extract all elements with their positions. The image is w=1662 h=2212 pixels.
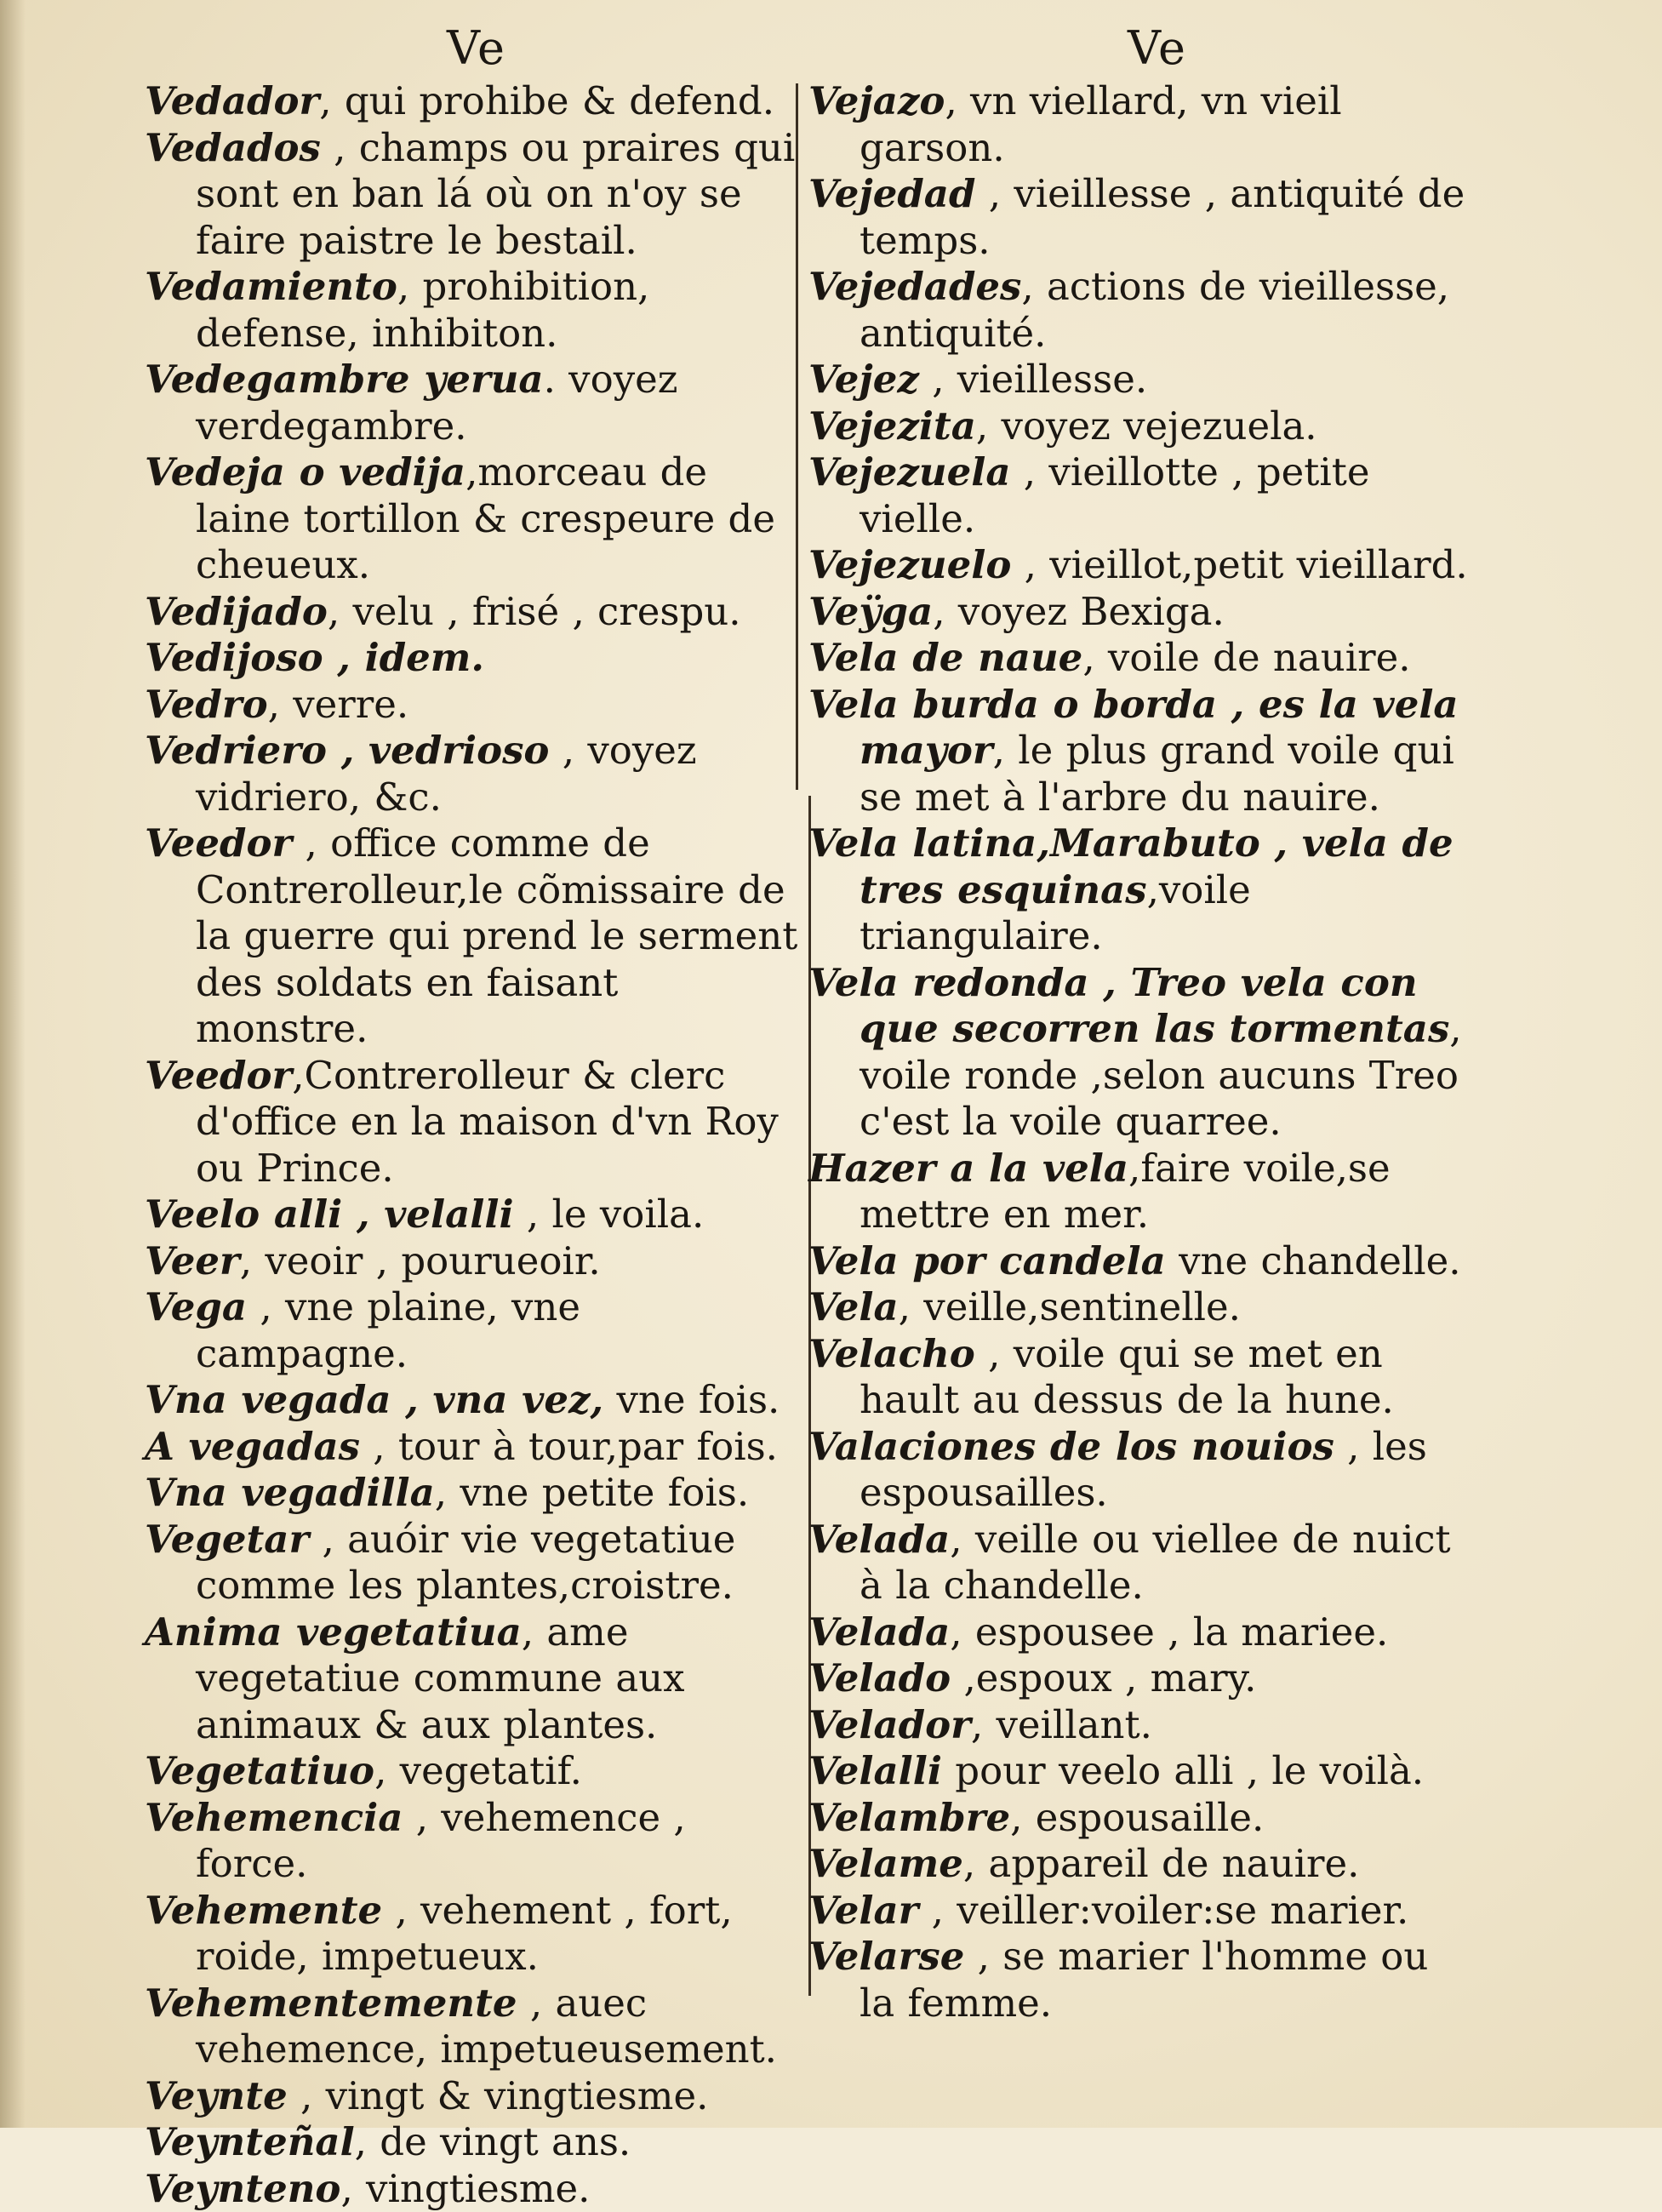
- entry-definition: , vegetatif.: [374, 1748, 582, 1793]
- dictionary-entry: [808, 1795, 1472, 1842]
- dictionary-entry: [145, 635, 800, 682]
- entry-definition: , veillant.: [971, 1702, 1152, 1747]
- entry-headword: Vna vegadilla: [145, 1470, 435, 1515]
- entry-definition: pour veelo alli , le voilà.: [942, 1748, 1424, 1793]
- entry-definition: vne fois.: [603, 1377, 780, 1422]
- entry-headword: Hazer a la vela: [808, 1146, 1128, 1191]
- entry-definition: , le plus grand voile qui se met à l'arbre du nauire.: [860, 728, 1454, 820]
- dictionary-entry: [808, 1655, 1472, 1702]
- entry-definition: ,faire voile,se mettre en mer.: [860, 1146, 1391, 1237]
- entry-definition: , vieillotte , petite vielle.: [860, 449, 1369, 541]
- entry-headword: Vedegambre yerua: [145, 357, 544, 402]
- entry-definition: , voile ronde ,selon aucuns Treo c'est la voile quarree.: [860, 1006, 1462, 1144]
- dictionary-entry: [808, 1934, 1472, 2026]
- entry-headword: Vegetatiuo: [145, 1748, 374, 1793]
- dictionary-entry: [145, 682, 800, 729]
- dictionary-entry: [145, 1888, 800, 1981]
- right-running-head: Ve: [834, 19, 1481, 78]
- dictionary-entry: [808, 589, 1472, 636]
- entry-definition: , voile de nauire.: [1082, 635, 1410, 680]
- left-column: [145, 78, 800, 2212]
- dictionary-entry: [808, 1238, 1472, 1285]
- dictionary-entry: [808, 1748, 1472, 1795]
- entry-headword: Velalli: [808, 1748, 942, 1793]
- entry-definition: , voyez Bexiga.: [933, 589, 1225, 634]
- entry-headword: Velador: [808, 1702, 971, 1747]
- entry-definition: vne chandelle.: [1166, 1238, 1461, 1283]
- dictionary-entry: [808, 542, 1472, 589]
- entry-definition: , vehement , fort, roide, impetueux.: [196, 1888, 733, 1980]
- entry-headword: Vejez: [808, 357, 919, 402]
- dictionary-entry: [145, 1377, 800, 1424]
- entry-definition: , veiller:voiler:se marier.: [918, 1888, 1408, 1933]
- entry-definition: ,Contrerolleur & clerc d'office en la maison d'vn Roy ou Prince.: [196, 1053, 779, 1191]
- entry-headword: Velada: [808, 1609, 950, 1655]
- entry-headword: Vejedad: [808, 171, 975, 216]
- dictionary-entry: [145, 2166, 800, 2212]
- entry-definition: , le voila.: [514, 1192, 705, 1237]
- dictionary-entry: [145, 1284, 800, 1377]
- entry-definition: ,morceau de laine tortillon & crespeure de cheueux.: [196, 449, 775, 587]
- entry-headword: Vela latina,Marabuto , vela de tres esquinas: [808, 820, 1454, 912]
- dictionary-entry: [145, 2119, 800, 2166]
- dictionary-entry: [808, 635, 1472, 682]
- dictionary-entry: [808, 682, 1472, 821]
- entry-definition: , actions de vieillesse, antiquité.: [860, 264, 1449, 356]
- entry-definition: , qui prohibe & defend.: [319, 78, 774, 123]
- dictionary-entry: [145, 728, 800, 820]
- entry-definition: , appareil de nauire.: [963, 1841, 1359, 1886]
- entry-headword: Velado: [808, 1655, 951, 1700]
- dictionary-entry: [145, 1517, 800, 1609]
- entry-headword: Veer: [145, 1238, 240, 1283]
- dictionary-entry: [808, 264, 1472, 357]
- entry-headword: Vedador: [145, 78, 319, 123]
- dictionary-entry: [808, 960, 1472, 1146]
- entry-definition: , auóir vie vegetatiue comme les plantes,croistre.: [196, 1517, 735, 1609]
- entry-headword: Veÿga: [808, 589, 933, 634]
- entry-definition: , voyez vejezuela.: [976, 403, 1317, 449]
- dictionary-entry: [808, 78, 1472, 171]
- entry-headword: Velame: [808, 1841, 963, 1886]
- dictionary-entry: [145, 1981, 800, 2073]
- dictionary-entry: [145, 357, 800, 449]
- entry-definition: , vne plaine, vne campagne.: [196, 1284, 580, 1376]
- entry-definition: , vieillesse.: [919, 357, 1147, 402]
- entry-definition: , veoir , pourueoir.: [240, 1238, 601, 1283]
- entry-headword: Veedor: [145, 1053, 292, 1098]
- entry-headword: Vedijoso , idem.: [145, 635, 484, 680]
- dictionary-entry: [145, 449, 800, 589]
- dictionary-entry: [145, 1609, 800, 1749]
- entry-definition: , verre.: [268, 682, 409, 727]
- entry-headword: Vna vegada , vna vez,: [145, 1377, 603, 1422]
- entry-headword: Vedeja o vedija: [145, 449, 465, 494]
- entry-headword: Vedijado: [145, 589, 328, 634]
- dictionary-entry: [145, 1053, 800, 1192]
- entry-headword: Valaciones de los nouios: [808, 1424, 1334, 1469]
- dictionary-entry: [145, 125, 800, 265]
- dictionary-entry: [145, 1748, 800, 1795]
- entry-definition: , vieillesse , antiquité de temps.: [860, 171, 1465, 263]
- entry-definition: , ame vegetatiue commune aux animaux & aux plantes.: [196, 1609, 685, 1747]
- entry-headword: Vela burda o borda , es la vela mayor: [808, 682, 1459, 774]
- entry-definition: , vingt & vingtiesme.: [288, 2073, 709, 2118]
- entry-definition: , espousaille.: [1010, 1795, 1264, 1840]
- entry-headword: Vela redonda , Treo vela con que secorren las tormentas: [808, 960, 1449, 1052]
- entry-headword: Vela: [808, 1284, 899, 1329]
- dictionary-entry: [808, 1702, 1472, 1749]
- entry-headword: Velar: [808, 1888, 918, 1933]
- entry-definition: , tour à tour,par fois.: [360, 1424, 778, 1469]
- entry-headword: Vegetar: [145, 1517, 309, 1562]
- entry-headword: Vedados: [145, 125, 321, 170]
- dictionary-entry: [145, 78, 800, 125]
- left-running-head: Ve: [153, 19, 800, 78]
- entry-headword: Vela por candela: [808, 1238, 1166, 1283]
- entry-definition: , veille ou viellee de nuict à la chandelle.: [860, 1517, 1451, 1609]
- entry-definition: , voyez vidriero, &c.: [196, 728, 697, 820]
- dictionary-entry: [808, 1331, 1472, 1424]
- dictionary-entry: [145, 589, 800, 636]
- entry-definition: , prohibition, defense, inhibiton.: [196, 264, 649, 356]
- entry-definition: , office comme de Contrerolleur,le cõmissaire de la guerre qui prend le serment des soldats en faisant monstre.: [196, 820, 797, 1051]
- entry-headword: Vedro: [145, 682, 268, 727]
- dictionary-entry: [808, 820, 1472, 960]
- entry-definition: , les espousailles.: [860, 1424, 1427, 1516]
- dictionary-entry: [808, 1517, 1472, 1609]
- entry-headword: Veelo alli , velalli: [145, 1192, 514, 1237]
- dictionary-entry: [808, 1424, 1472, 1517]
- entry-definition: , velu , frisé , crespu.: [328, 589, 741, 634]
- entry-headword: Vejezuela: [808, 449, 1010, 494]
- dictionary-entry: [808, 1888, 1472, 1935]
- entry-headword: Vejedades: [808, 264, 1021, 309]
- gutter-shadow: [0, 0, 26, 2128]
- dictionary-entry: [145, 2073, 800, 2120]
- entry-definition: ,voile triangulaire.: [860, 867, 1251, 959]
- entry-definition: , vingtiesme.: [340, 2166, 590, 2211]
- entry-definition: , champs ou praires qui sont en ban lá où on n'oy se faire paistre le bestail.: [196, 125, 795, 263]
- entry-definition: ,espoux , mary.: [951, 1655, 1256, 1700]
- entry-definition: , se marier l'homme ou la femme.: [860, 1934, 1428, 2026]
- dictionary-entry: [808, 449, 1472, 542]
- entry-definition: , vehemence , force.: [196, 1795, 686, 1887]
- entry-definition: , vn viellard, vn vieil garson.: [860, 78, 1342, 170]
- dictionary-entry: [808, 1609, 1472, 1656]
- dictionary-entry: [145, 264, 800, 357]
- entry-headword: Velada: [808, 1517, 950, 1562]
- entry-definition: , vne petite fois.: [435, 1470, 749, 1515]
- entry-headword: Velacho: [808, 1331, 975, 1376]
- dictionary-entry: [808, 403, 1472, 450]
- entry-headword: Vehementemente: [145, 1981, 517, 2026]
- dictionary-entry: [808, 1146, 1472, 1238]
- entry-headword: Vejazo: [808, 78, 945, 123]
- dictionary-entry: [145, 1795, 800, 1888]
- entry-headword: A vegadas: [145, 1424, 360, 1469]
- dictionary-entry: [808, 357, 1472, 403]
- dictionary-entry: [808, 1284, 1472, 1331]
- dictionary-entry: [145, 1424, 800, 1471]
- dictionary-entry: [145, 1470, 800, 1517]
- entry-definition: . voyez verdegambre.: [196, 357, 677, 449]
- entry-headword: Vejezuelo: [808, 542, 1011, 587]
- entry-headword: Vega: [145, 1284, 247, 1329]
- dictionary-entry: [145, 1192, 800, 1238]
- entry-headword: Velarse: [808, 1934, 964, 1979]
- entry-definition: , de vingt ans.: [355, 2119, 631, 2164]
- dictionary-entry: [808, 1841, 1472, 1888]
- entry-headword: Velambre: [808, 1795, 1010, 1840]
- dictionary-entry: [808, 171, 1472, 264]
- entry-headword: Veynteñal: [145, 2119, 355, 2164]
- entry-definition: , auec vehemence, impetueusement.: [196, 1981, 777, 2072]
- entry-definition: , voile qui se met en hault au dessus de la hune.: [860, 1331, 1394, 1423]
- entry-headword: Vela de naue: [808, 635, 1082, 680]
- entry-headword: Veynte: [145, 2073, 288, 2118]
- entry-definition: , vieillot,petit vieillard.: [1011, 542, 1467, 587]
- entry-definition: , espousee , la mariee.: [950, 1609, 1388, 1655]
- dictionary-entry: [145, 1238, 800, 1285]
- entry-headword: Vedriero , vedrioso: [145, 728, 549, 773]
- entry-headword: Vejezita: [808, 403, 976, 449]
- entry-headword: Veedor: [145, 820, 292, 866]
- entry-headword: Vehemente: [145, 1888, 382, 1933]
- dictionary-entry: [145, 820, 800, 1053]
- right-column: [808, 78, 1472, 2026]
- entry-headword: Vedamiento: [145, 264, 397, 309]
- entry-headword: Vehemencia: [145, 1795, 403, 1840]
- entry-headword: Veynteno: [145, 2166, 340, 2211]
- entry-definition: , veille,sentinelle.: [899, 1284, 1241, 1329]
- entry-headword: Anima vegetatiua: [145, 1609, 522, 1655]
